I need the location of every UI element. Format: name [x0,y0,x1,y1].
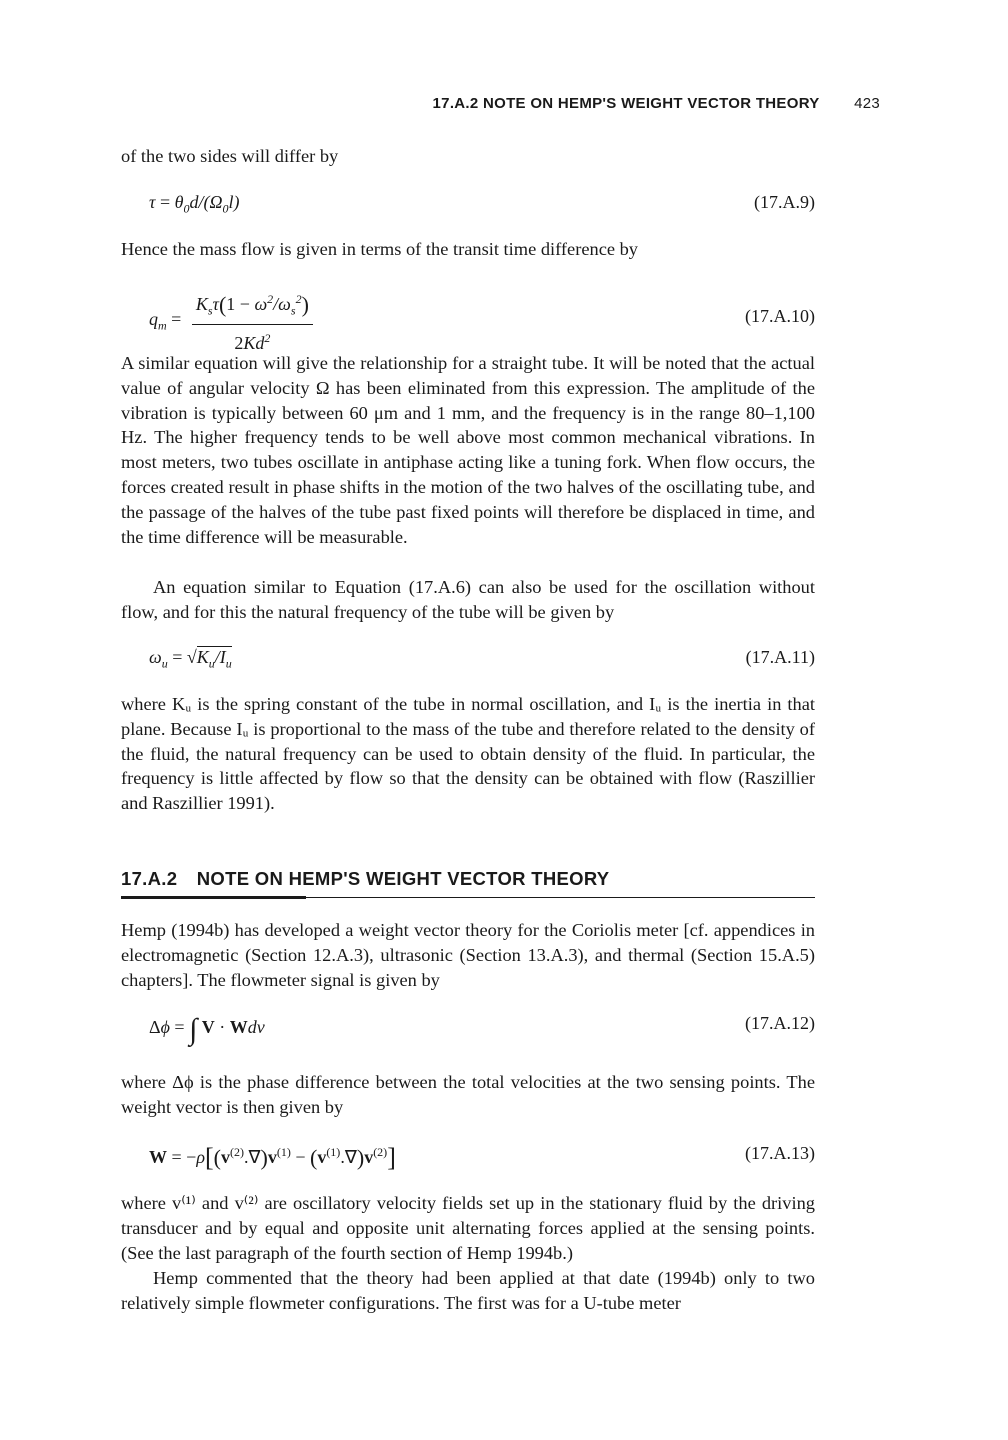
equation-17-A-9 [121,192,815,222]
page-number: 423 [854,95,880,112]
running-title: 17.A.2 NOTE ON HEMP'S WEIGHT VECTOR THEORY [432,95,820,112]
equation-17-A-12 [121,1013,815,1046]
paragraph: An equation similar to Equation (17.A.6) can also be used for the oscillation without flow, and for this the natural frequency of the tube will be given by [121,577,815,622]
equation-number: (17.A.13) [745,1143,815,1163]
paragraph: where v⁽¹⁾ and v⁽²⁾ are oscillatory velocity fields set up in the stationary fluid by the driving transducer and by equal and opposite unit alternating forces applied at the sensing points. (See the last paragraph of the fourth section of Hemp 1994b.) [121,1193,815,1263]
equation-body: $W = -\rho[(v^{(2)}.\nabla)v^{(1)} - (v^{(1)}.\nabla)v^{(2)}]$ [149,1143,396,1172]
equation-number: (17.A.10) [745,306,815,326]
paragraph: Hence the mass flow is given in terms of the transit time difference by [121,239,639,259]
equation-number: (17.A.12) [745,1013,815,1033]
paragraph: where Kᵤ is the spring constant of the tube in normal oscillation, and Iᵤ is the inertia in that plane. Because Iᵤ is proportional to the mass of the tube and therefore related to the density of the fluid, the natural frequency can be used to obtain density of the fluid. In particular, the frequency is little affected by flow so that the density can be obtained with flow (Raszillier and Raszillier 1991). [121,694,815,814]
paragraph: where Δϕ is the phase difference between the total velocities at the two sensing points. The weight vector is then given by [121,1072,815,1117]
equation-body: $\tau = \theta_0d/(\Omega_0l)$ [149,192,240,216]
equation-17-A-13 [121,1143,815,1173]
fraction: $\frac{K_s\tau(1 - \omega^2/\omega_s^2)}{2Kd^2}$ [192,286,313,356]
paragraph: of the two sides will differ by [121,146,339,166]
paragraph: A similar equation will give the relationship for a straight tube. It will be noted that the actual value of angular velocity Ω has been eliminated from this expression. The amplitude of the vibration is typically between 60 μm and 1 mm, and the frequency is in the range 80–1,100 Hz. The higher frequency tends to be well above most common mechanical vibrations. In most meters, two tubes oscillate in antiphase acting like a tuning fork. When flow occurs, the forces created result in phase shifts in the motion of the two halves of the oscillating tube, and the passage of the halves of the tube past fixed points will therefore be displaced in time, and the time difference will be measurable. [121,353,815,547]
equation-body: $\omega_u = √K_u/I_u$ [149,647,232,671]
section-rule-accent [121,896,306,899]
section-number: 17.A.2 [121,868,178,889]
paragraph: Hemp commented that the theory had been applied at that date (1994b) only to two relatively simple flowmeter configurations. The first was for a U-tube meter [121,1268,815,1313]
equation-body: Δϕ = ∫ V · Wdv [149,1013,265,1046]
section-title: NOTE ON HEMP'S WEIGHT VECTOR THEORY [196,868,610,889]
equation-number: (17.A.11) [745,647,815,667]
paragraph: Hemp (1994b) has developed a weight vector theory for the Coriolis meter [cf. appendices in electromagnetic (Section 12.A.3), ultrasonic (Section 13.A.3), and thermal (Section 15.A.5) chapters]. The flowmeter signal is given by [121,920,815,990]
equation-number: (17.A.9) [754,192,815,212]
section-heading [121,868,815,890]
equation-17-A-11 [121,647,815,677]
equation-17-A-10 [121,280,815,353]
running-head [120,95,880,112]
equation-body: $q_m$ = $\frac{K_s\tau(1 - \omega^2/\omega_s^2)}{2Kd^2}$ [149,286,313,356]
